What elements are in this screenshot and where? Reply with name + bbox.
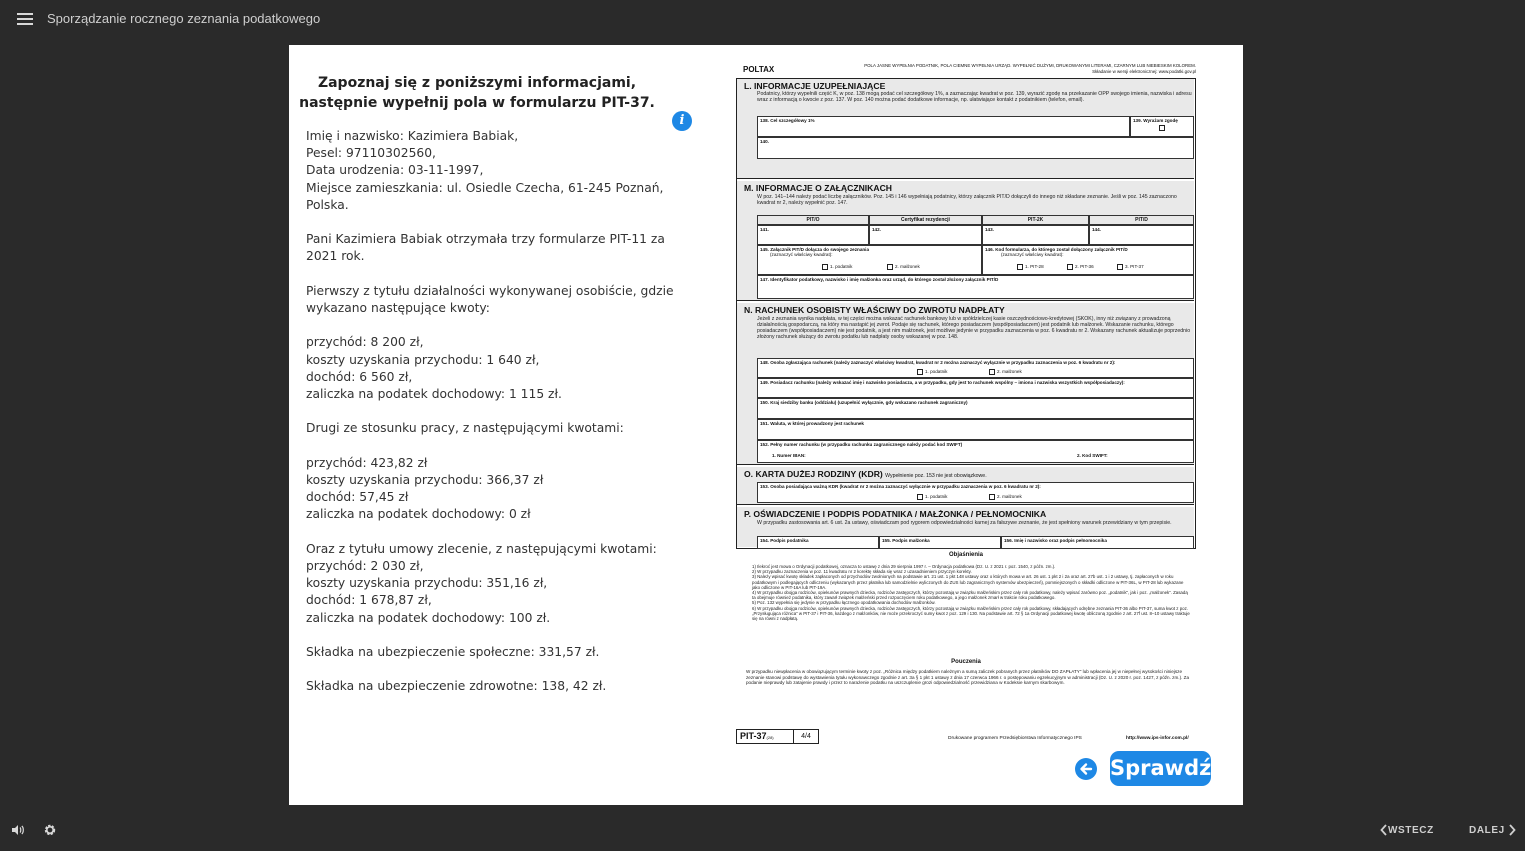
field-143-label: 143.: [985, 227, 994, 232]
checkbox[interactable]: [989, 369, 995, 375]
instruction-line: Drugi ze stosunku pracy, z następującymi kwotami:: [306, 421, 624, 436]
field-146-opt-3[interactable]: [1117, 264, 1144, 270]
instructions-title: Pouczenia: [951, 659, 981, 665]
checkbox[interactable]: [887, 264, 893, 270]
field-148-opt-2[interactable]: [989, 369, 1022, 375]
option-label: 2. małżonek: [895, 264, 920, 270]
section-n: [737, 303, 1194, 465]
section-o-note: Wypełnienie poz. 153 nie jest obowiązkowe.: [885, 473, 987, 479]
instruction-line: przychód: 8 200 zł,: [306, 335, 424, 350]
instruction-block: [306, 231, 686, 265]
field-154[interactable]: [757, 536, 879, 549]
instruction-block: [306, 334, 686, 403]
app-title: Sporządzanie rocznego zeznania podatkowego: [47, 11, 321, 26]
field-148-opt-1[interactable]: [917, 369, 947, 375]
field-145-opt-1[interactable]: [822, 264, 852, 270]
checkbox[interactable]: [989, 494, 995, 500]
instruction-line: koszty uzyskania przychodu: 1 640 zł,: [306, 352, 540, 367]
section-o-title: [744, 469, 987, 479]
option-label: 2. małżonek: [997, 494, 1022, 500]
field-148-label: 148. Osoba zgłaszająca rachunek (należy zaznaczyć właściwy kwadrat, kwadrat nr 2 można zaznaczyć wyłącznie w przypadku zaznaczenia w poz. 6 kwadratu nr 2):: [760, 360, 1116, 365]
field-153-opt-2[interactable]: [989, 494, 1022, 500]
field-143[interactable]: [982, 225, 1089, 245]
back-nav-button[interactable]: [1380, 824, 1434, 836]
instruction-block: [306, 420, 686, 437]
field-147[interactable]: [757, 275, 1194, 299]
section-p: [737, 507, 1194, 547]
instruction-block: [306, 128, 686, 214]
field-146-sub: (zaznaczyć właściwy kwadrat):: [1001, 252, 1064, 257]
field-151[interactable]: [757, 419, 1194, 440]
instruction-line: zaliczka na podatek dochodowy: 100 zł.: [306, 610, 551, 625]
instruction-line: Imię i nazwisko: Kazimiera Babiak,: [306, 129, 519, 143]
form-brand: POLTAX: [743, 65, 775, 74]
field-139-checkbox[interactable]: [1159, 125, 1165, 131]
field-145: [757, 245, 982, 275]
explanations-title: Objaśnienia: [948, 552, 983, 558]
chevron-right-icon: [1508, 824, 1518, 836]
explanation-item: 6) W przypadku obojga rodziców, opiekunów prawnych dziecka, rodziców zastępczych, którzy pozostają w związku małżeńskim przez cały rok podatkowy, składających odrębne zeznania PIT-36 albo PIT-37, suma kwot z poz. „Przysługująca różnica” w PIT-37 i PIT-36, każdego z małżonków, nie może przekroczyć sumy kwot z poz. 129 i 130. Na podstawie art. 72 § 1a Ordynacji podatkowej kwotę obliczoną zgodnie z art. 27f ust. 8–10 ustawy traktuje się na równi z nadpłatą.: [752, 605, 1190, 622]
option-label: 1. podatnik: [830, 264, 853, 270]
field-140-label: 140.: [760, 139, 769, 144]
field-155-label: 155. Podpis małżonka: [882, 538, 930, 543]
instruction-line: zaliczka na podatek dochodowy: 0 zł: [306, 507, 531, 522]
option-label: 2. PIT-36: [1075, 264, 1094, 270]
field-155[interactable]: [879, 536, 1001, 549]
checkbox[interactable]: [1017, 264, 1023, 270]
field-153: [757, 482, 1194, 503]
field-149[interactable]: [757, 378, 1194, 398]
section-m-desc: W poz. 141–144 należy podać liczbę załączników. Poz. 145 i 146 wypełniają podatnicy, którzy załącznik PIT/D dołączyli do innego niż składane zeznanie. Jeśli w poz. 145 zaznaczono kwadrat nr 2, należy wypełnić poz. 147.: [757, 194, 1177, 206]
field-150[interactable]: [757, 398, 1194, 419]
field-141-label: 141.: [760, 227, 769, 232]
instruction-line: Miejsce zamieszkania: ul. Osiedle Czecha, 61-245 Poznań, Polska.: [306, 180, 664, 212]
instruction-line: przychód: 2 030 zł,: [306, 558, 424, 573]
printed-by: Drukowane programem Przedsiębiorstwa Informatycznego IPS: [948, 736, 1082, 741]
field-140[interactable]: [757, 137, 1194, 159]
field-146-label: 146. Kod formularza, do którego został dołączony załącznik PIT/D: [985, 247, 1128, 252]
task-instructions: [306, 128, 686, 713]
form-code-box: [736, 729, 846, 744]
instruction-block: [306, 678, 686, 695]
field-147-label: 147. Identyfikator podatkowy, nazwisko i imię małżonka oraz urząd, do którego został złożony załącznik PIT/D: [760, 277, 999, 282]
field-149-label: 149. Posiadacz rachunku (należy wskazać imię i nazwisko posiadacza, a w przypadku, gdy jest to rachunek wspólny – imiona i nazwiska wszystkich współposiadaczy):: [760, 380, 1125, 385]
section-o-title-text: O. KARTA DUŻEJ RODZINY (KDR): [744, 469, 883, 479]
col-certyfikat: Certyfikat rezydencji: [869, 215, 982, 225]
field-151-label: 151. Waluta, w której prowadzony jest rachunek: [760, 421, 864, 426]
instruction-line: przychód: 423,82 zł: [306, 455, 428, 470]
volume-icon[interactable]: [11, 823, 25, 837]
form-page-number: 4/4: [794, 729, 819, 744]
section-l-desc: Podatnicy, którzy wypełnili część K, w poz. 138 mogą podać cel szczegółowy 1%, a zaznaczając kwadrat w poz. 139, wyrazić zgodę na przekazanie OPP swojego imienia, nazwiska i adresu wraz z informacją o kwocie z poz. 137. W poz. 140 można podać dodatkowe informacje, np. ułatwiające kontakt z podatnikiem (telefon, email).: [757, 91, 1192, 103]
section-m: [737, 181, 1194, 301]
top-bar: [0, 0, 1525, 38]
field-139[interactable]: [1130, 116, 1194, 137]
form-code-name: PIT-37: [740, 731, 767, 741]
hamburger-menu-icon[interactable]: [17, 13, 33, 25]
checkbox[interactable]: [917, 369, 923, 375]
field-142[interactable]: [869, 225, 982, 245]
instruction-block: [306, 541, 686, 627]
instruction-line: dochód: 1 678,87 zł,: [306, 593, 432, 608]
back-nav-label: WSTECZ: [1388, 824, 1434, 836]
option-label: 1. PIT-28: [1025, 264, 1044, 270]
instruction-line: dochód: 6 560 zł,: [306, 369, 413, 384]
field-152[interactable]: [757, 440, 1194, 463]
section-m-title: M. INFORMACJE O ZAŁĄCZNIKACH: [744, 183, 892, 193]
next-nav-label: DALEJ: [1469, 824, 1505, 836]
section-o: [737, 467, 1194, 505]
form-frame: [736, 78, 1196, 549]
field-152-iban: 1. Numer IBAN:: [772, 453, 806, 458]
option-label: 3. PIT-37: [1125, 264, 1144, 270]
form-code: [736, 729, 794, 744]
instruction-block: [306, 455, 686, 524]
instruction-line: Składka na ubezpieczenie zdrowotne: 138, 42 zł.: [306, 679, 607, 694]
section-p-title: P. OŚWIADCZENIE I PODPIS PODATNIKA / MAŁŻONKA / PEŁNOMOCNIKA: [744, 509, 1047, 519]
checkbox[interactable]: [917, 494, 923, 500]
field-152-label: 152. Pełny numer rachunku (w przypadku rachunku zagranicznego należy podać kod SWIFT): [760, 442, 963, 447]
field-145-opt-2[interactable]: [887, 264, 920, 270]
form-top-note: POLA JASNE WYPEŁNIA PODATNIK, POLA CIEMNE WYPEŁNIA URZĄD. WYPEŁNIĆ DUŻYMI, DRUKOWANYMI LITERAMI, CZARNYM LUB NIEBIESKIM KOLOREM. Składanie w wersji elektronicznej: www.podatki.gov.pl: [864, 63, 1196, 74]
form-code-version: (28): [766, 735, 774, 740]
instruction-line: Oraz z tytułu umowy zlecenie, z następującymi kwotami:: [306, 541, 657, 556]
instruction-line: Data urodzenia: 03-11-1997,: [306, 163, 484, 178]
gear-icon[interactable]: [43, 823, 57, 837]
info-icon[interactable]: i: [672, 111, 692, 131]
field-146: [982, 245, 1194, 275]
option-label: 1. podatnik: [925, 494, 948, 500]
checkbox[interactable]: [1067, 264, 1073, 270]
instruction-line: Pierwszy z tytułu działalności wykonywanej osobiście, gdzie wykazano następujące kwoty:: [306, 283, 674, 315]
field-152-swift: 2. Kod SWIFT:: [1076, 453, 1108, 458]
instruction-line: koszty uzyskania przychodu: 351,16 zł,: [306, 576, 548, 591]
field-138[interactable]: [757, 116, 1130, 137]
option-label: 2. małżonek: [997, 369, 1022, 375]
field-139-label: 139. Wyrażam zgodę: [1133, 118, 1178, 123]
explanation-item: 5) Poz. 132 wypełnia się jedynie w przypadku łącznego opodatkowania dochodów małżonków.: [752, 600, 936, 606]
field-141[interactable]: [757, 225, 869, 245]
col-pitd: PIT/D: [1089, 215, 1194, 225]
arrow-left-icon[interactable]: [1075, 758, 1097, 780]
section-n-title: N. RACHUNEK OSOBISTY WŁAŚCIWY DO ZWROTU NADPŁATY: [744, 305, 1005, 315]
instruction-line: zaliczka na podatek dochodowy: 1 115 zł.: [306, 387, 562, 401]
section-l: [737, 79, 1194, 179]
task-heading: Zapoznaj się z poniższymi informacjami, następnie wypełnij pola w formularzu PIT-37.: [299, 75, 655, 111]
field-148: [757, 358, 1194, 378]
instruction-line: Pani Kazimiera Babiak otrzymała trzy formularze PIT-11 za 2021 rok.: [306, 232, 665, 264]
explanation-item: 1) Ilekroć jest mowa o Ordynacji podatkowej, oznacza to ustawę z dnia 29 sierpnia 1997 r. – Ordynacja podatkowa (Dz. U. z 2021 r. poz. 1540, z późn. zm.).: [752, 564, 1056, 569]
check-button[interactable]: Sprawdź: [1110, 751, 1211, 786]
instruction-block: [306, 644, 686, 661]
explanation-item: 4) W przypadku obojga rodziców, opiekunów prawnych dziecka, rodziców zastępczych, którzy pozostają w związku małżeńskim przez cały rok podatkowy, należy wpisać zarówno poz. „podatnik”, jak i poz. „małżonek”. Zasadą ta obejmuje również podatnika, który zawarł związek małżeński przed rozpoczęciem roku podatkowego, a jego małżonek zmarł w trakcie roku podatkowego.: [752, 590, 1188, 601]
section-n-desc: Jeżeli z zeznania wynika nadpłata, w tej części można wskazać rachunek bankowy lub w spółdzielczej kasie oszczędnościowo-kredytowej (SKOK), inny niż związany z prowadzoną działalnością gospodarczą, na który ma nastąpić jej zwrot. Podaje się rachunek, którego posiadaczem (współposiadaczem) jest podatnik lub małżonek. Wskazanie rachunku, którego posiadaczem (współposiadaczem) nie jest podatnik, a jest nim małżonek, jest możliwe jedynie w przypadku zaznaczenia w poz. 6 kwadratu nr 2. Wskazany rachunek aktualizuje poprzednio złożony rachunek służący do zwrotu podatku lub nadpłaty osoby wskazanej w poz. 148.: [757, 316, 1191, 340]
publisher-url: http://www.ips-infor.com.pl/: [1126, 736, 1189, 741]
field-145-sub: (zaznaczyć właściwy kwadrat):: [770, 252, 833, 257]
instruction-block: [306, 283, 686, 317]
instruction-line: koszty uzyskania przychodu: 366,37 zł: [306, 472, 544, 487]
field-156-label: 156. Imię i nazwisko oraz podpis pełnomocnika: [1004, 538, 1107, 543]
checkbox[interactable]: [1117, 264, 1123, 270]
field-144-label: 144.: [1092, 227, 1101, 232]
field-145-label: 145. Załącznik PIT/D dołącza do swojego zeznania: [760, 247, 870, 252]
next-nav-button[interactable]: [1469, 824, 1518, 836]
field-146-opt-1[interactable]: [1017, 264, 1044, 270]
field-144[interactable]: [1089, 225, 1194, 245]
checkbox[interactable]: [822, 264, 828, 270]
col-pit2k: PIT-2K: [982, 215, 1089, 225]
field-142-label: 142.: [872, 227, 881, 232]
chevron-left-icon: [1380, 824, 1388, 836]
instructions-text: W przypadku niewpłacenia w obowiązującym terminie kwoty z poz. „Różnica między podatkiem należnym a sumą zaliczek pobranych przez płatników DO ZAPŁATY” lub wpłacenia jej w niepełnej wysokości niniejsze zeznanie stanowi podstawę do wystawienia tytułu wykonawczego zgodnie z art. 3a § 1 pkt 1 ustawy z dnia 17 czerwca 1966 r. o postępowaniu egzekucyjnym w administracji (Dz. U. z 2020 r. poz. 1427, z późn. zm.). Za podanie nieprawdy lub zatajenie prawdy i przez to narażenie podatku na uszczuplenie grozi odpowiedzialność przewidziana w Kodeksie karnym skarbowym.: [746, 669, 1190, 686]
field-156[interactable]: [1001, 536, 1194, 549]
instruction-line: Składka na ubezpieczenie społeczne: 331,57 zł.: [306, 644, 600, 659]
option-label: 1. podatnik: [925, 369, 948, 375]
field-153-opt-1[interactable]: [917, 494, 947, 500]
field-146-opt-2[interactable]: [1067, 264, 1094, 270]
instruction-line: dochód: 57,45 zł: [306, 490, 409, 505]
explanation-item: 2) W przypadku zaznaczenia w poz. 11 kwadratu nr 2 korektę składa się wraz z uzasadnieniem przyczyn korekty.: [752, 569, 972, 575]
field-138-label: 138. Cel szczegółowy 1%: [760, 118, 815, 123]
field-150-label: 150. Kraj siedziby banku (oddziału) (uzupełnić wyłącznie, gdy wskazano rachunek zagraniczny): [760, 400, 968, 405]
field-153-label: 153. Osoba posiadająca ważną KDR (kwadrat nr 2 można zaznaczyć wyłącznie w przypadku zaznaczenia w poz. 6 kwadratu nr 2):: [760, 484, 1041, 489]
pit37-form-page: [736, 61, 1196, 751]
instruction-line: Pesel: 97110302560,: [306, 146, 436, 161]
section-p-desc: W przypadku zastosowania art. 6 ust. 2a ustawy, oświadczam pod rygorem odpowiedzialności karnej za fałszywe zeznanie, że jest spełniony warunek przewidziany w tym przepisie.: [757, 520, 1172, 526]
section-l-title: L. INFORMACJE UZUPEŁNIAJĄCE: [744, 81, 886, 91]
explanations-text: [752, 564, 1192, 621]
slide-panel: [289, 45, 1243, 805]
field-154-label: 154. Podpis podatnika: [760, 538, 809, 543]
explanation-item: 3) Należy wpisać kwotę składek zapłaconych od przychodów zwolnionych na podstawie art. 21 ust. 1 pkt 148 ustawy oraz o których mowa w art. 26 ust. 1 pkt 2 i 2a oraz art. 27b ust. 1 i 2 ustawy, tj. zapłaconych w roku podatkowym i podlegających odliczeniu (wykazanych przez płatnika lub samodzielnie wyliczonych do ZUS lub zagranicznych systemów ubezpieczeń), pomniejszonych o składki odliczone w PIT-36L, w PIT-28 lub wykazane jako odliczone w PIT-16A lub PIT-19A.: [752, 574, 1184, 590]
col-pito: PIT/O: [757, 215, 869, 225]
